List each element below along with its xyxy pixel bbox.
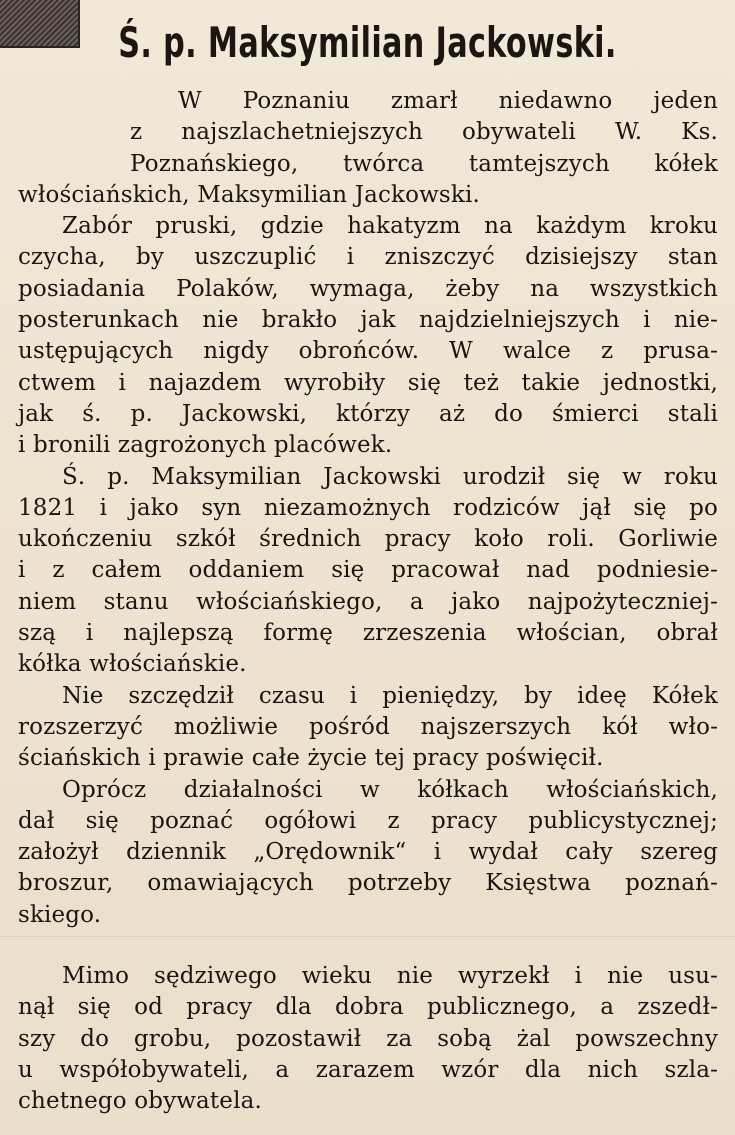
text-line: niem stanu włościańskiego, a jako najpożyteczniej- [18, 588, 718, 615]
article-title: Ś. p. Maksymilian Jackowski. [118, 18, 617, 67]
text-line: czycha, by uszczuplić i zniszczyć dzisiejszy stan [18, 244, 718, 271]
text-line: Zabór pruski, gdzie hakatyzm na każdym kroku [62, 213, 718, 240]
text-line: nął się od pracy dla dobra publicznego, a zszedł- [18, 994, 718, 1021]
text-line: Ś. p. Maksymilian Jackowski urodził się w roku [62, 463, 718, 490]
text-line: Oprócz działalności w kółkach włościańskich, [62, 776, 718, 803]
text-line: szą i najlepszą formę zrzeszenia włościan, obrał [18, 620, 718, 647]
paragraph-2 [18, 211, 718, 461]
scan-seam [0, 936, 735, 937]
text-line: posiadania Polaków, wymaga, żeby na wszystkich [18, 275, 718, 302]
text-line: Nie szczędził czasu i pieniędzy, by ideę Kółek [62, 682, 718, 709]
text-line: ściańskich i prawie całe życie tej pracy poświęcił. [18, 745, 604, 772]
text-line: i z całem oddaniem się pracował nad podniesie- [18, 557, 718, 584]
paragraph-5 [18, 775, 718, 931]
text-line: rozszerzyć możliwie pośród najszerszych kół wło- [18, 713, 718, 740]
text-line: ctwem i najazdem wyrobiły się też takie jednostki, [18, 369, 718, 396]
text-line: u współobywateli, a zarazem wzór dla nich szla- [18, 1056, 718, 1083]
text-line: Mimo sędziwego wieku nie wyrzekł i nie usu- [62, 963, 718, 990]
text-line: ukończeniu szkół średnich pracy koło roli. Gorliwie [18, 526, 718, 553]
text-line: założył dziennik „Orędownik“ i wydał cały szereg [18, 839, 718, 866]
text-line: kółka włościańskie. [18, 651, 247, 678]
text-line: posterunkach nie brakło jak najdzielniejszych i nie- [18, 307, 718, 334]
paragraph-6 [18, 961, 718, 1117]
paragraph-3 [18, 462, 718, 681]
article-body [18, 86, 718, 1118]
text-line: z najszlachetniejszych obywateli W. Ks. [130, 119, 718, 146]
portrait-image-fragment [0, 0, 80, 48]
text-line: broszur, omawiających potrzeby Księstwa poznań- [18, 870, 718, 897]
text-line: i bronili zagrożonych placówek. [18, 432, 393, 459]
text-line: ustępujących nigdy obrońców. W walce z prusa- [18, 338, 718, 365]
text-line: skiego. [18, 901, 102, 928]
text-line: dał się poznać ogółowi z pracy publicystycznej; [18, 807, 718, 834]
text-line: włościańskich, Maksymilian Jackowski. [18, 181, 480, 208]
text-line: szy do grobu, pozostawił za sobą żal powszechny [18, 1025, 718, 1052]
text-line: jak ś. p. Jackowski, którzy aż do śmierci stali [18, 400, 718, 427]
text-line: W Poznaniu zmarł niedawno jeden [178, 88, 718, 114]
paragraph-4 [18, 681, 718, 775]
paragraph-1 [18, 86, 718, 211]
text-line: 1821 i jako syn niezamożnych rodziców jął się po [18, 494, 718, 521]
text-line: chetnego obywatela. [18, 1088, 262, 1115]
text-line: Poznańskiego, twórca tamtejszych kółek [130, 150, 718, 177]
